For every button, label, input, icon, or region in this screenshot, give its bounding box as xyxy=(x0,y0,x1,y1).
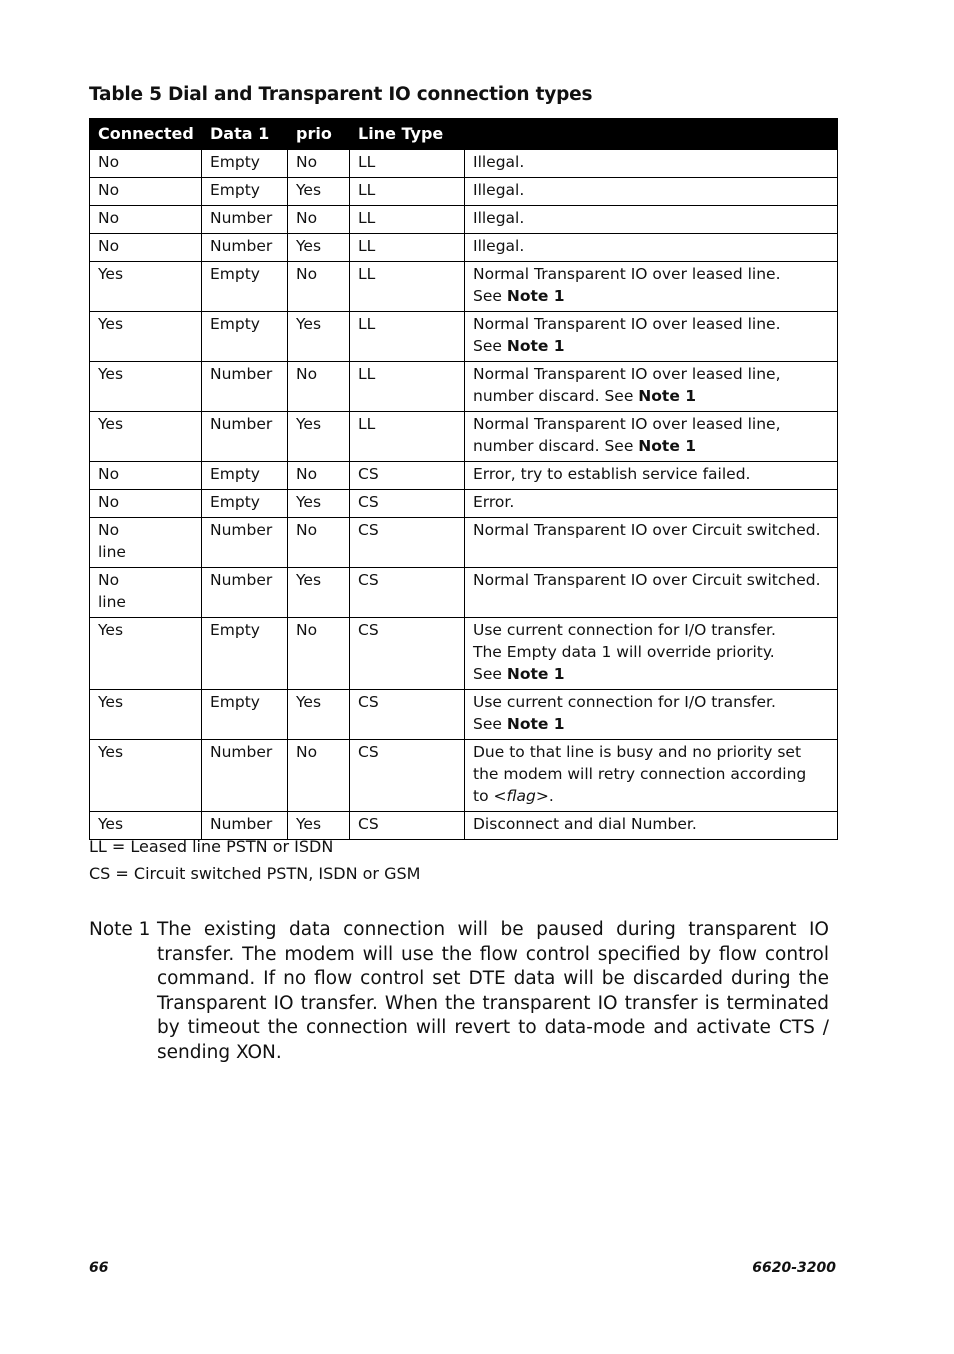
header-connected: Connected xyxy=(90,119,202,150)
cell-line-type: LL xyxy=(350,150,465,178)
cell-connected: No line xyxy=(90,518,202,568)
note-text: The existing data connection will be paused during transparent IO transfer. The modem will use the flow control specified by flow control command. If no flow control set DTE data will be discarded during the Transparent IO transfer. When the transparent IO transfer is terminated by timeout the connection will revert to data-mode and activate CTS / sending XON. xyxy=(157,919,829,1063)
cell-description xyxy=(465,812,838,840)
cell-prio: Yes xyxy=(288,568,350,618)
note-reference: Note 1 xyxy=(506,665,565,683)
cell-prio: Yes xyxy=(288,812,350,840)
description-text: Use current connection for I/O transfer. See xyxy=(473,693,776,733)
cell-connected: Yes xyxy=(90,690,202,740)
cell-connected: No line xyxy=(90,568,202,618)
cell-data1: Empty xyxy=(202,150,288,178)
legend-cs: CS = Circuit switched PSTN, ISDN or GSM xyxy=(89,864,421,883)
cell-description xyxy=(465,518,838,568)
cell-connected: No xyxy=(90,206,202,234)
cell-line-type: CS xyxy=(350,568,465,618)
description-text: Illegal. xyxy=(473,209,525,227)
cell-data1: Empty xyxy=(202,462,288,490)
cell-data1: Number xyxy=(202,518,288,568)
description-text: Error. xyxy=(473,493,515,511)
cell-prio: No xyxy=(288,618,350,690)
cell-prio: Yes xyxy=(288,312,350,362)
description-text: Normal Transparent IO over leased line, number discard. See xyxy=(473,415,781,455)
table-row xyxy=(90,568,838,618)
cell-description xyxy=(465,462,838,490)
cell-connected: Yes xyxy=(90,618,202,690)
cell-line-type: CS xyxy=(350,690,465,740)
description-text: Normal Transparent IO over leased line, number discard. See xyxy=(473,365,781,405)
cell-connected: No xyxy=(90,462,202,490)
cell-line-type: LL xyxy=(350,206,465,234)
table-row xyxy=(90,740,838,812)
cell-data1: Empty xyxy=(202,618,288,690)
cell-prio: Yes xyxy=(288,690,350,740)
cell-prio: No xyxy=(288,462,350,490)
table-header-row xyxy=(90,119,838,150)
cell-connected: Yes xyxy=(90,412,202,462)
description-text: Normal Transparent IO over Circuit switched. xyxy=(473,521,821,539)
cell-prio: Yes xyxy=(288,234,350,262)
cell-line-type: LL xyxy=(350,178,465,206)
table-body xyxy=(90,150,838,840)
cell-line-type: LL xyxy=(350,262,465,312)
cell-description xyxy=(465,234,838,262)
cell-description xyxy=(465,568,838,618)
cell-prio: No xyxy=(288,262,350,312)
page-number: 66 xyxy=(89,1260,109,1276)
table-row xyxy=(90,518,838,568)
header-description xyxy=(465,119,838,150)
cell-line-type: CS xyxy=(350,490,465,518)
cell-line-type: LL xyxy=(350,412,465,462)
cell-data1: Number xyxy=(202,412,288,462)
cell-description xyxy=(465,262,838,312)
cell-description xyxy=(465,312,838,362)
cell-prio: No xyxy=(288,362,350,412)
cell-description xyxy=(465,206,838,234)
table-title: Table 5 Dial and Transparent IO connection types xyxy=(89,84,593,105)
note-label: Note 1 xyxy=(89,919,151,940)
description-text: Illegal. xyxy=(473,181,525,199)
cell-line-type: LL xyxy=(350,312,465,362)
document-number: 6620-3200 xyxy=(752,1260,836,1276)
cell-line-type: CS xyxy=(350,812,465,840)
description-text: Normal Transparent IO over Circuit switched. xyxy=(473,571,821,589)
table-row xyxy=(90,178,838,206)
cell-description xyxy=(465,362,838,412)
header-line-type: Line Type xyxy=(350,119,465,150)
table-row xyxy=(90,150,838,178)
cell-prio: Yes xyxy=(288,178,350,206)
table-row xyxy=(90,690,838,740)
legend-ll: LL = Leased line PSTN or ISDN xyxy=(89,837,334,856)
cell-data1: Empty xyxy=(202,690,288,740)
cell-data1: Empty xyxy=(202,178,288,206)
note-reference: Note 1 xyxy=(506,715,565,733)
cell-prio: No xyxy=(288,150,350,178)
cell-prio: No xyxy=(288,518,350,568)
note-reference: Note 1 xyxy=(638,387,697,405)
note-reference: Note 1 xyxy=(638,437,697,455)
cell-line-type: CS xyxy=(350,462,465,490)
cell-prio: No xyxy=(288,206,350,234)
description-text: Normal Transparent IO over leased line. See xyxy=(473,315,781,355)
cell-data1: Empty xyxy=(202,490,288,518)
description-text: >. xyxy=(535,787,554,805)
description-text: Disconnect and dial Number. xyxy=(473,815,697,833)
description-text: Normal Transparent IO over leased line. See xyxy=(473,265,781,305)
cell-data1: Number xyxy=(202,568,288,618)
cell-connected: Yes xyxy=(90,362,202,412)
description-text: Illegal. xyxy=(473,237,525,255)
note-reference: Note 1 xyxy=(506,287,565,305)
cell-connected: Yes xyxy=(90,312,202,362)
cell-connected: Yes xyxy=(90,812,202,840)
cell-connected: Yes xyxy=(90,740,202,812)
cell-connected: No xyxy=(90,490,202,518)
cell-description xyxy=(465,740,838,812)
table-row xyxy=(90,490,838,518)
cell-prio: No xyxy=(288,740,350,812)
flag-placeholder: flag xyxy=(506,787,536,805)
table-row xyxy=(90,412,838,462)
cell-line-type: CS xyxy=(350,740,465,812)
cell-prio: Yes xyxy=(288,412,350,462)
cell-data1: Empty xyxy=(202,312,288,362)
table-row xyxy=(90,812,838,840)
description-text: Error, try to establish service failed. xyxy=(473,465,751,483)
description-text: Illegal. xyxy=(473,153,525,171)
cell-line-type: CS xyxy=(350,518,465,568)
cell-description xyxy=(465,690,838,740)
description-text: Use current connection for I/O transfer. The Empty data 1 will override priority. See xyxy=(473,621,776,683)
cell-line-type: CS xyxy=(350,618,465,690)
cell-connected: No xyxy=(90,150,202,178)
description-text: Due to that line is busy and no priority set the modem will retry connection according to < xyxy=(473,743,807,805)
table-row xyxy=(90,262,838,312)
note-block xyxy=(89,918,829,1065)
cell-data1: Number xyxy=(202,362,288,412)
cell-data1: Number xyxy=(202,812,288,840)
cell-data1: Number xyxy=(202,206,288,234)
header-prio: prio xyxy=(288,119,350,150)
note-reference: Note 1 xyxy=(506,337,565,355)
table-row xyxy=(90,618,838,690)
cell-connected: No xyxy=(90,234,202,262)
cell-connected: No xyxy=(90,178,202,206)
cell-data1: Number xyxy=(202,740,288,812)
cell-data1: Number xyxy=(202,234,288,262)
cell-data1: Empty xyxy=(202,262,288,312)
table-row xyxy=(90,362,838,412)
cell-description xyxy=(465,618,838,690)
header-data1: Data 1 xyxy=(202,119,288,150)
connection-types-table xyxy=(89,118,838,840)
cell-line-type: LL xyxy=(350,362,465,412)
cell-prio: Yes xyxy=(288,490,350,518)
table-row xyxy=(90,234,838,262)
table-row xyxy=(90,312,838,362)
cell-description xyxy=(465,178,838,206)
cell-description xyxy=(465,490,838,518)
cell-description xyxy=(465,150,838,178)
cell-connected: Yes xyxy=(90,262,202,312)
cell-description xyxy=(465,412,838,462)
table-row xyxy=(90,462,838,490)
table-row xyxy=(90,206,838,234)
cell-line-type: LL xyxy=(350,234,465,262)
